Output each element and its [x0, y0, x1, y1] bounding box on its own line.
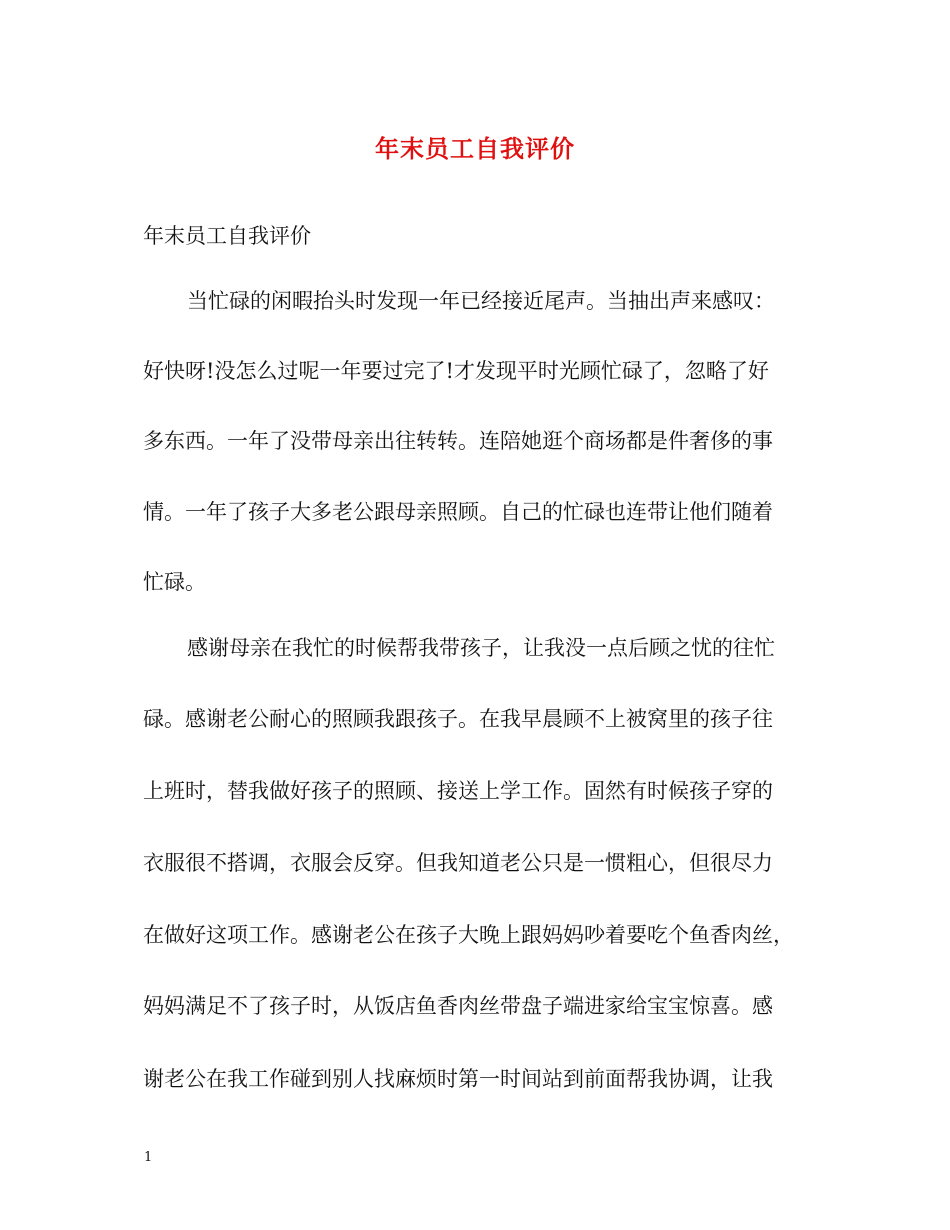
page-number: 1: [144, 1150, 153, 1165]
paragraph-line: 衣服很不搭调，衣服会反穿。但我知道老公只是一惯粗心，但很尽力: [143, 851, 773, 875]
paragraph-line: 上班时，替我做好孩子的照顾、接送上学工作。固然有时候孩子穿的: [143, 779, 773, 803]
paragraph-line: 感谢母亲在我忙的时候帮我带孩子，让我没一点后顾之忧的往忙: [187, 636, 775, 660]
document-title: 年末员工自我评价: [375, 134, 575, 163]
paragraph-line: 谢老公在我工作碰到别人找麻烦时第一时间站到前面帮我协调，让我: [143, 1067, 773, 1091]
paragraph-line: 在做好这项工作。感谢老公在孩子大晚上跟妈妈吵着要吃个鱼香肉丝，: [143, 923, 794, 947]
paragraph-line: 碌。感谢老公耐心的照顾我跟孩子。在我早晨顾不上被窝里的孩子往: [143, 707, 773, 731]
paragraph-line: 好快呀!没怎么过呢一年要过完了!才发现平时光顾忙碌了，忽略了好: [143, 359, 769, 383]
paragraph-line: 当忙碌的闲暇抬头时发现一年已经接近尾声。当抽出声来感叹：: [187, 289, 775, 313]
paragraph-line: 情。一年了孩子大多老公跟母亲照顾。自己的忙碌也连带让他们随着: [143, 500, 773, 524]
paragraph-line: 妈妈满足不了孩子时，从饭店鱼香肉丝带盘子端进家给宝宝惊喜。感: [143, 994, 773, 1018]
document-subtitle: 年末员工自我评价: [143, 224, 311, 248]
paragraph-line: 忙碌。: [143, 570, 206, 594]
paragraph-line: 多东西。一年了没带母亲出往转转。连陪她逛个商场都是件奢侈的事: [143, 429, 773, 453]
